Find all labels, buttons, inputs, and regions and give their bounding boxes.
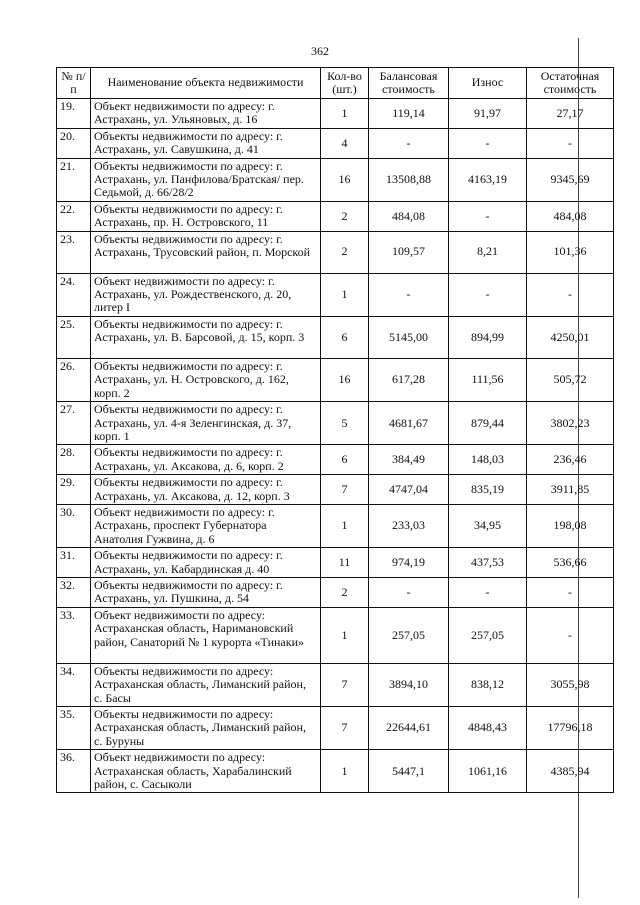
residual-value-cell: 3911,85 (527, 475, 614, 505)
row-number: 27. (57, 402, 91, 445)
property-name: Объект недвижимости по адресу: г. Астрахань, ул. Рождественского, д. 20, литер I (91, 273, 321, 316)
table-row (57, 99, 614, 129)
balance-value-cell: 384,49 (369, 445, 449, 475)
row-number: 33. (57, 607, 91, 663)
table-row (57, 128, 614, 158)
row-number: 32. (57, 577, 91, 607)
property-name: Объект недвижимости по адресу: Астраханская область, Харабалинский район, с. Сасыколи (91, 750, 321, 793)
table-row (57, 273, 614, 316)
residual-value-cell: 505,72 (527, 358, 614, 401)
table-row (57, 158, 614, 201)
row-number: 34. (57, 663, 91, 706)
wear-value-cell: 4848,43 (449, 707, 527, 750)
row-number: 19. (57, 99, 91, 129)
wear-value-cell: 148,03 (449, 445, 527, 475)
property-name: Объект недвижимости по адресу: Астраханская область, Наримановский район, Санаторий № 1 курорта «Тинаки» (91, 607, 321, 663)
property-name: Объекты недвижимости по адресу: г. Астрахань, ул. Пушкина, д. 54 (91, 577, 321, 607)
property-name: Объекты недвижимости по адресу: г. Астрахань, ул. В. Барсовой, д. 15, корп. 3 (91, 316, 321, 358)
table-body (57, 99, 614, 793)
residual-value-cell: - (527, 128, 614, 158)
row-number: 22. (57, 201, 91, 231)
header-balance: Балансовая стоимость (369, 68, 449, 99)
table-row (57, 201, 614, 231)
wear-value-cell: 257,05 (449, 607, 527, 663)
wear-value-cell: 34,95 (449, 504, 527, 547)
property-name: Объекты недвижимости по адресу: г. Астрахань, ул. Савушкина, д. 41 (91, 128, 321, 158)
residual-value-cell: 101,36 (527, 231, 614, 273)
table-row (57, 504, 614, 547)
balance-value-cell: 5447,1 (369, 750, 449, 793)
table-header-row (57, 68, 614, 99)
page-number: 362 (311, 44, 329, 58)
quantity-cell: 1 (321, 99, 369, 129)
balance-value-cell: 257,05 (369, 607, 449, 663)
property-name: Объекты недвижимости по адресу: г. Астрахань, ул. Аксакова, д. 6, корп. 2 (91, 445, 321, 475)
quantity-cell: 2 (321, 231, 369, 273)
wear-value-cell: 111,56 (449, 358, 527, 401)
balance-value-cell: 4681,67 (369, 402, 449, 445)
quantity-cell: 1 (321, 504, 369, 547)
balance-value-cell: 974,19 (369, 548, 449, 578)
row-number: 29. (57, 475, 91, 505)
property-name: Объекты недвижимости по адресу: Астраханская область, Лиманский район, с. Буруны (91, 707, 321, 750)
quantity-cell: 5 (321, 402, 369, 445)
table-row (57, 548, 614, 578)
residual-value-cell: 236,46 (527, 445, 614, 475)
row-number: 20. (57, 128, 91, 158)
row-number: 35. (57, 707, 91, 750)
header-name: Наименование объекта недвижимости (91, 68, 321, 99)
residual-value-cell: 17796,18 (527, 707, 614, 750)
quantity-cell: 2 (321, 577, 369, 607)
balance-value-cell: - (369, 128, 449, 158)
residual-value-cell: - (527, 273, 614, 316)
property-name: Объект недвижимости по адресу: г. Астрахань, проспект Губернатора Анатолия Гужвина, д. 6 (91, 504, 321, 547)
row-number: 28. (57, 445, 91, 475)
balance-value-cell: 119,14 (369, 99, 449, 129)
row-number: 25. (57, 316, 91, 358)
residual-value-cell: 9345,69 (527, 158, 614, 201)
table-row (57, 707, 614, 750)
balance-value-cell: 484,08 (369, 201, 449, 231)
balance-value-cell: 13508,88 (369, 158, 449, 201)
quantity-cell: 7 (321, 663, 369, 706)
balance-value-cell: - (369, 273, 449, 316)
header-wear: Износ (449, 68, 527, 99)
quantity-cell: 1 (321, 607, 369, 663)
table-row (57, 750, 614, 793)
property-name: Объекты недвижимости по адресу: г. Астрахань, Трусовский район, п. Морской (91, 231, 321, 273)
residual-value-cell: 4385,94 (527, 750, 614, 793)
quantity-cell: 7 (321, 707, 369, 750)
wear-value-cell: 8,21 (449, 231, 527, 273)
wear-value-cell: - (449, 201, 527, 231)
table-row (57, 663, 614, 706)
quantity-cell: 6 (321, 445, 369, 475)
row-number: 23. (57, 231, 91, 273)
residual-value-cell: 4250,01 (527, 316, 614, 358)
header-residual: Остаточная стоимость (527, 68, 614, 99)
wear-value-cell: 4163,19 (449, 158, 527, 201)
property-name: Объекты недвижимости по адресу: г. Астрахань, ул. Аксакова, д. 12, корп. 3 (91, 475, 321, 505)
property-name: Объекты недвижимости по адресу: г. Астрахань, пр. Н. Островского, 11 (91, 201, 321, 231)
property-table (56, 67, 614, 793)
header-qty: Кол-во (шт.) (321, 68, 369, 99)
property-name: Объекты недвижимости по адресу: г. Астрахань, ул. 4-я Зеленгинская, д. 37, корп. 1 (91, 402, 321, 445)
property-name: Объекты недвижимости по адресу: Астраханская область, Лиманский район, с. Басы (91, 663, 321, 706)
wear-value-cell: 879,44 (449, 402, 527, 445)
balance-value-cell: 5145,00 (369, 316, 449, 358)
quantity-cell: 7 (321, 475, 369, 505)
residual-value-cell: 198,08 (527, 504, 614, 547)
wear-value-cell: 437,53 (449, 548, 527, 578)
row-number: 26. (57, 358, 91, 401)
quantity-cell: 2 (321, 201, 369, 231)
quantity-cell: 6 (321, 316, 369, 358)
balance-value-cell: 109,57 (369, 231, 449, 273)
wear-value-cell: - (449, 577, 527, 607)
table-row (57, 231, 614, 273)
balance-value-cell: 233,03 (369, 504, 449, 547)
table-row (57, 358, 614, 401)
wear-value-cell: 894,99 (449, 316, 527, 358)
property-name: Объекты недвижимости по адресу: г. Астрахань, ул. Кабардинская д. 40 (91, 548, 321, 578)
wear-value-cell: 835,19 (449, 475, 527, 505)
residual-value-cell: 27,17 (527, 99, 614, 129)
wear-value-cell: 838,12 (449, 663, 527, 706)
row-number: 24. (57, 273, 91, 316)
property-name: Объект недвижимости по адресу: г. Астрахань, ул. Ульяновых, д. 16 (91, 99, 321, 129)
table-row (57, 607, 614, 663)
balance-value-cell: 22644,61 (369, 707, 449, 750)
quantity-cell: 16 (321, 158, 369, 201)
quantity-cell: 1 (321, 273, 369, 316)
row-number: 36. (57, 750, 91, 793)
balance-value-cell: 3894,10 (369, 663, 449, 706)
balance-value-cell: - (369, 577, 449, 607)
balance-value-cell: 4747,04 (369, 475, 449, 505)
table-row (57, 402, 614, 445)
residual-value-cell: 3802,23 (527, 402, 614, 445)
property-name: Объекты недвижимости по адресу: г. Астрахань, ул. Панфилова/Братская/ пер. Седьмой, д. 66/28/2 (91, 158, 321, 201)
residual-value-cell: 3055,98 (527, 663, 614, 706)
residual-value-cell: 484,08 (527, 201, 614, 231)
row-number: 31. (57, 548, 91, 578)
quantity-cell: 4 (321, 128, 369, 158)
row-number: 21. (57, 158, 91, 201)
table-row (57, 445, 614, 475)
wear-value-cell: 91,97 (449, 99, 527, 129)
table-row (57, 316, 614, 358)
quantity-cell: 16 (321, 358, 369, 401)
residual-value-cell: - (527, 577, 614, 607)
quantity-cell: 11 (321, 548, 369, 578)
table-row (57, 475, 614, 505)
residual-value-cell: 536,66 (527, 548, 614, 578)
wear-value-cell: - (449, 273, 527, 316)
quantity-cell: 1 (321, 750, 369, 793)
header-num: № п/п (57, 68, 91, 99)
balance-value-cell: 617,28 (369, 358, 449, 401)
wear-value-cell: 1061,16 (449, 750, 527, 793)
residual-value-cell: - (527, 607, 614, 663)
wear-value-cell: - (449, 128, 527, 158)
row-number: 30. (57, 504, 91, 547)
property-name: Объекты недвижимости по адресу: г. Астрахань, ул. Н. Островского, д. 162, корп. 2 (91, 358, 321, 401)
table-row (57, 577, 614, 607)
